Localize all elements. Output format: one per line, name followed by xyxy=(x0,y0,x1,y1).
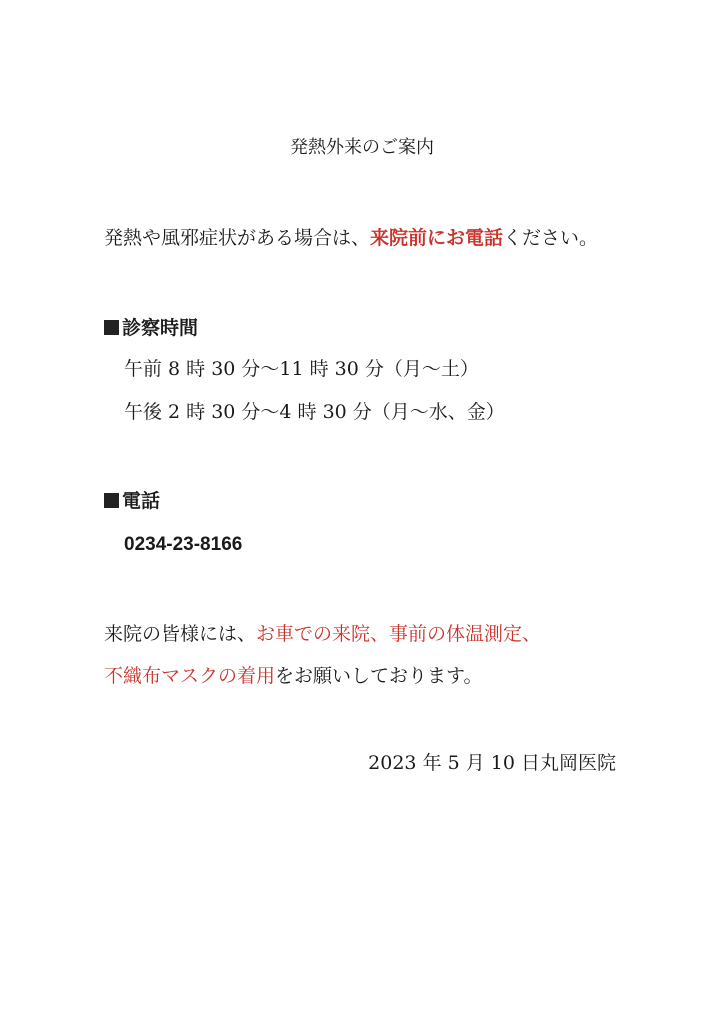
page-title: 発熱外来のご案内 xyxy=(290,137,434,158)
hours-heading-label: 診察時間 xyxy=(122,317,199,339)
hours-morning: 午前 8 時 30 分〜11 時 30 分（月〜土） xyxy=(124,358,479,380)
phone-heading-label: 電話 xyxy=(122,490,161,512)
phone-heading xyxy=(104,489,160,513)
phone-number: 0234-23-8166 xyxy=(124,534,243,555)
request-highlight-1: お車での来院、事前の体温測定、 xyxy=(256,623,542,645)
intro-highlight: 来院前にお電話 xyxy=(370,227,504,249)
intro-text-after: ください。 xyxy=(503,227,599,249)
request-text-after: をお願いしております。 xyxy=(275,665,483,687)
hours-heading xyxy=(104,316,198,340)
square-bullet-icon xyxy=(104,493,119,508)
date-and-clinic: 2023 年 5 月 10 日丸岡医院 xyxy=(368,752,616,774)
request-highlight-2: 不織布マスクの着用 xyxy=(104,665,276,687)
request-line-1 xyxy=(104,622,541,646)
request-text-before: 来院の皆様には、 xyxy=(104,623,257,645)
intro-line xyxy=(104,226,598,250)
square-bullet-icon xyxy=(104,320,119,335)
hours-afternoon: 午後 2 時 30 分〜4 時 30 分（月〜水、金） xyxy=(124,401,505,423)
request-line-2 xyxy=(104,664,483,688)
intro-text-before: 発熱や風邪症状がある場合は、 xyxy=(104,227,371,249)
